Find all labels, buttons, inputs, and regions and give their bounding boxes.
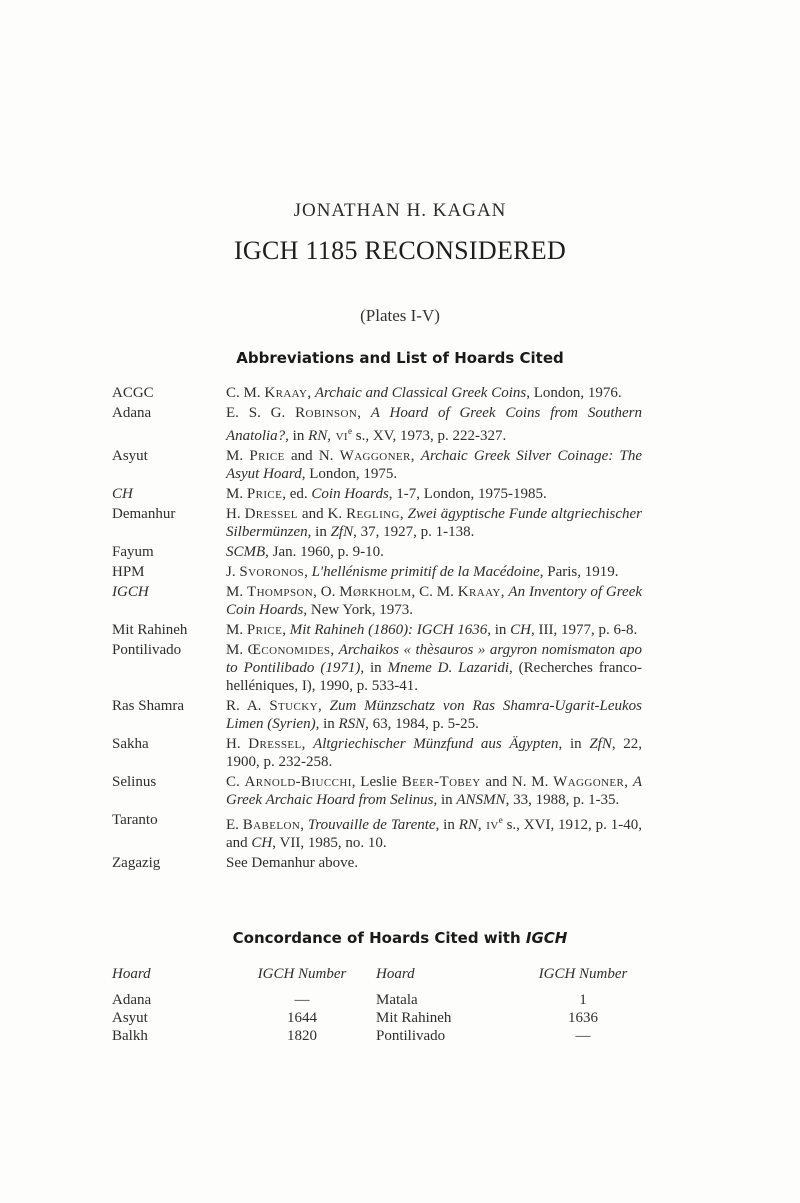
citation-segment: , in [435,817,459,833]
column-header-igch-number-2: IGCH Number [538,966,628,982]
citation-segment: C. [226,774,245,790]
citation-segment: , in [307,524,331,540]
citation-segment: Beer-Tobey [401,774,481,790]
column-header-hoard-2: Hoard [376,966,415,982]
abbreviation-entry [112,485,642,503]
abbreviations-list [112,384,642,874]
citation-segment: , London, 1976. [526,385,622,401]
abbreviation-citation [226,563,642,581]
citation-segment: , in [433,792,457,808]
citation-segment: Mit Rahineh (1860): IGCH 1636 [289,622,488,638]
citation-segment: , vi [327,428,348,444]
citation-segment: A Greek Archaic Hoard from Selinus [226,774,642,808]
citation-segment: , VII, 1985, no. 10. [272,835,387,851]
citation-segment: , Paris, 1919. [539,564,619,580]
citation-segment: and K. [297,506,347,522]
abbreviation-citation [226,621,642,639]
citation-segment: M. [226,622,247,638]
citation-segment: , in [487,622,511,638]
citation-segment: Kraay [264,385,308,401]
hoard-cell: Adana [112,992,152,1008]
citation-segment: J. [226,564,240,580]
citation-segment: , London, 1975. [301,466,398,482]
abbreviation-entry [112,505,642,541]
abbreviation-key: Selinus [112,774,157,790]
column-header-hoard-1: Hoard [112,966,151,982]
citation-segment: Trouvaille de Tarente [307,817,436,833]
abbreviation-entry [112,563,642,581]
citation-segment: M. [226,486,247,502]
citation-segment: H. [226,506,245,522]
abbreviation-key: Taranto [112,812,158,828]
abbreviation-citation [226,485,642,503]
citation-segment: and N. M. [480,774,554,790]
citation-segment: , [282,622,290,638]
abbreviation-key: Ras Shamra [112,698,185,714]
citation-segment: Regling [346,506,400,522]
citation-segment: , in [285,428,309,444]
abbreviation-key: Zagazig [112,855,161,871]
table-row [112,1027,652,1045]
citation-segment: Price [246,486,283,502]
citation-segment: Kraay [457,584,501,600]
hoard-cell: Balkh [112,1028,148,1044]
abbreviation-citation [226,854,642,872]
citation-segment: , ed. [282,486,312,502]
abbreviation-key: Pontilivado [112,642,182,658]
citation-segment: E. S. G. [226,405,296,421]
citation-segment: e [347,426,352,436]
abbreviation-citation [226,735,642,771]
concordance-table [112,965,652,1045]
citation-segment: , New York, 1973. [303,602,413,618]
citation-segment: C. M. [226,385,265,401]
citation-segment: , [357,405,371,421]
citation-segment: , 63, 1984, p. 5-25. [365,716,479,732]
abbreviation-entry [112,384,642,402]
citation-segment: , [307,385,315,401]
citation-segment: A Hoard of Greek Coins from Southern Anatolia? [226,405,643,444]
abbreviation-key: CH [112,486,133,502]
abbreviation-key: Sakha [112,736,149,752]
citation-segment: Coin Hoards [311,486,389,502]
abbreviation-citation [226,583,642,619]
abbreviation-citation [226,404,642,445]
citation-segment: Dressel [244,506,298,522]
abbreviation-entry [112,735,642,771]
concordance-heading [0,929,800,947]
citation-segment: , [330,642,339,658]
abbreviation-key: Adana [112,405,152,421]
citation-segment: RN [308,428,328,444]
citation-segment: , [624,774,633,790]
citation-segment: ZfN [330,524,354,540]
abbreviation-entry [112,811,642,852]
paper-title: IGCH 1185 RECONSIDERED [233,236,567,265]
citation-segment: Zum Münzschatz von Ras Shamra-Ugarit-Leukos Limen (Syrien) [226,698,643,732]
abbreviation-key: IGCH [112,584,149,600]
citation-segment: E. [226,817,243,833]
citation-segment: , 37, 1927, p. 1-138. [353,524,475,540]
citation-segment: , 22, 1900, p. 232-258. [226,736,642,770]
hoard-cell: Asyut [112,1010,148,1026]
citation-segment: M. [226,584,247,600]
igch-number-cell: 1820 [287,1028,317,1044]
citation-segment: ANSMN [456,792,506,808]
citation-segment: Arnold-Biucchi [244,774,352,790]
igch-number-cell: — [575,1028,591,1044]
citation-segment: Waggoner [553,774,625,790]
citation-segment: , [399,506,408,522]
citation-segment: s., XV, 1973, p. 222-327. [351,428,507,444]
citation-segment: , III, 1977, p. 6-8. [530,622,638,638]
citation-segment: , C. M. [411,584,458,600]
citation-segment: SCMB [226,544,266,560]
igch-number-cell: 1644 [287,1010,317,1026]
concordance-heading-text: Concordance of Hoards Cited with [232,929,521,947]
hoard-cell: Pontilivado [376,1028,446,1044]
citation-segment: , [304,564,312,580]
citation-segment: , [500,584,509,600]
citation-segment: Svoronos [239,564,305,580]
citation-segment: H. [226,736,249,752]
abbreviation-entry [112,621,642,639]
citation-segment: , iv [477,817,499,833]
citation-segment: , [410,448,421,464]
citation-segment: , [317,698,330,714]
citation-segment: , in [315,716,339,732]
citation-segment: CH [510,622,531,638]
citation-segment: , in [360,660,388,676]
igch-number-cell: — [294,992,310,1008]
abbreviation-key: HPM [112,564,145,580]
abbreviation-entry [112,447,642,483]
abbreviation-citation [226,811,642,852]
citation-segment: and N. [284,448,340,464]
citation-segment: R. A. [226,698,270,714]
citation-segment: Babelon [242,817,301,833]
abbreviation-entry [112,697,642,733]
citation-segment: An Inventory of Greek Coin Hoards [226,584,643,618]
citation-segment: Mneme D. Lazaridi [387,660,509,676]
igch-number-cell: 1 [579,992,587,1008]
plates-note: (Plates I-V) [360,306,440,325]
citation-segment: Stucky [269,698,318,714]
citation-segment: CH [251,835,273,851]
abbreviation-key: Asyut [112,448,148,464]
column-header-igch-number-1: IGCH Number [257,966,347,982]
citation-segment: , [300,817,308,833]
abbreviation-entry [112,641,642,695]
citation-segment: Robinson [295,405,358,421]
citation-segment: , 33, 1988, p. 1-35. [505,792,620,808]
citation-segment: Price [249,448,285,464]
concordance-heading-igch: IGCH [525,929,568,947]
citation-segment: Œconomides [247,642,331,658]
citation-segment: s., XVI, 1912, p. 1-40, and [226,817,643,851]
citation-segment: Archaic Greek Silver Coinage: The Asyut Hoard [226,448,643,482]
citation-segment: Waggoner [339,448,411,464]
citation-segment: Zwei ägyptische Funde altgriechischer Silbermünzen [226,506,642,540]
abbreviation-citation [226,384,642,402]
author-name: JONATHAN H. KAGAN [293,200,507,221]
table-row [112,1009,652,1027]
citation-segment: ZfN [589,736,612,752]
concordance-header-row [112,965,652,983]
abbreviation-citation [226,773,642,809]
citation-segment: L'hellénisme primitif de la Macédoine [311,564,540,580]
abbreviation-key: Demanhur [112,506,176,522]
citation-segment: M. [226,448,250,464]
abbreviation-entry [112,773,642,809]
abbreviation-key: ACGC [112,385,154,401]
citation-segment: Mørkholm [339,584,412,600]
abbreviation-citation [226,447,642,483]
citation-segment: Dressel [248,736,302,752]
citation-segment: Thompson [247,584,314,600]
citation-segment: , (Recherches franco-helléniques, I), 1990, p. 533-41. [226,660,643,694]
citation-segment: , Leslie [351,774,402,790]
citation-segment: , Jan. 1960, p. 9-10. [265,544,384,560]
citation-segment: Altgriechischer Münzfund aus Ägypten [313,736,559,752]
citation-segment: e [498,815,503,825]
citation-segment: See Demanhur above. [226,855,359,871]
citation-segment: , 1-7, London, 1975-1985. [388,486,547,502]
abbreviation-citation [226,505,642,541]
abbreviation-key: Fayum [112,544,154,560]
hoard-cell: Matala [376,992,418,1008]
citation-segment: M. [226,642,248,658]
citation-segment: Archaic and Classical Greek Coins [314,385,527,401]
hoard-cell: Mit Rahineh [376,1010,452,1026]
citation-segment: , [301,736,314,752]
citation-segment: Archaikos « thèsauros » argyron nomismaton apo to Pontilibado (1971) [226,642,643,676]
citation-segment: , O. [313,584,340,600]
abbreviation-entry [112,543,642,561]
citation-segment: RSN [338,716,366,732]
abbreviation-key: Mit Rahineh [112,622,188,638]
citation-segment: Price [246,622,283,638]
abbreviation-citation [226,697,642,733]
table-row [112,991,652,1009]
igch-number-cell: 1636 [568,1010,598,1026]
citation-segment: , in [558,736,590,752]
abbreviation-citation [226,641,642,695]
abbreviation-entry [112,854,642,872]
abbreviation-entry [112,583,642,619]
abbreviation-citation [226,543,642,561]
abbreviations-heading: Abbreviations and List of Hoards Cited [236,349,564,367]
abbreviation-entry [112,404,642,445]
citation-segment: RN [458,817,478,833]
